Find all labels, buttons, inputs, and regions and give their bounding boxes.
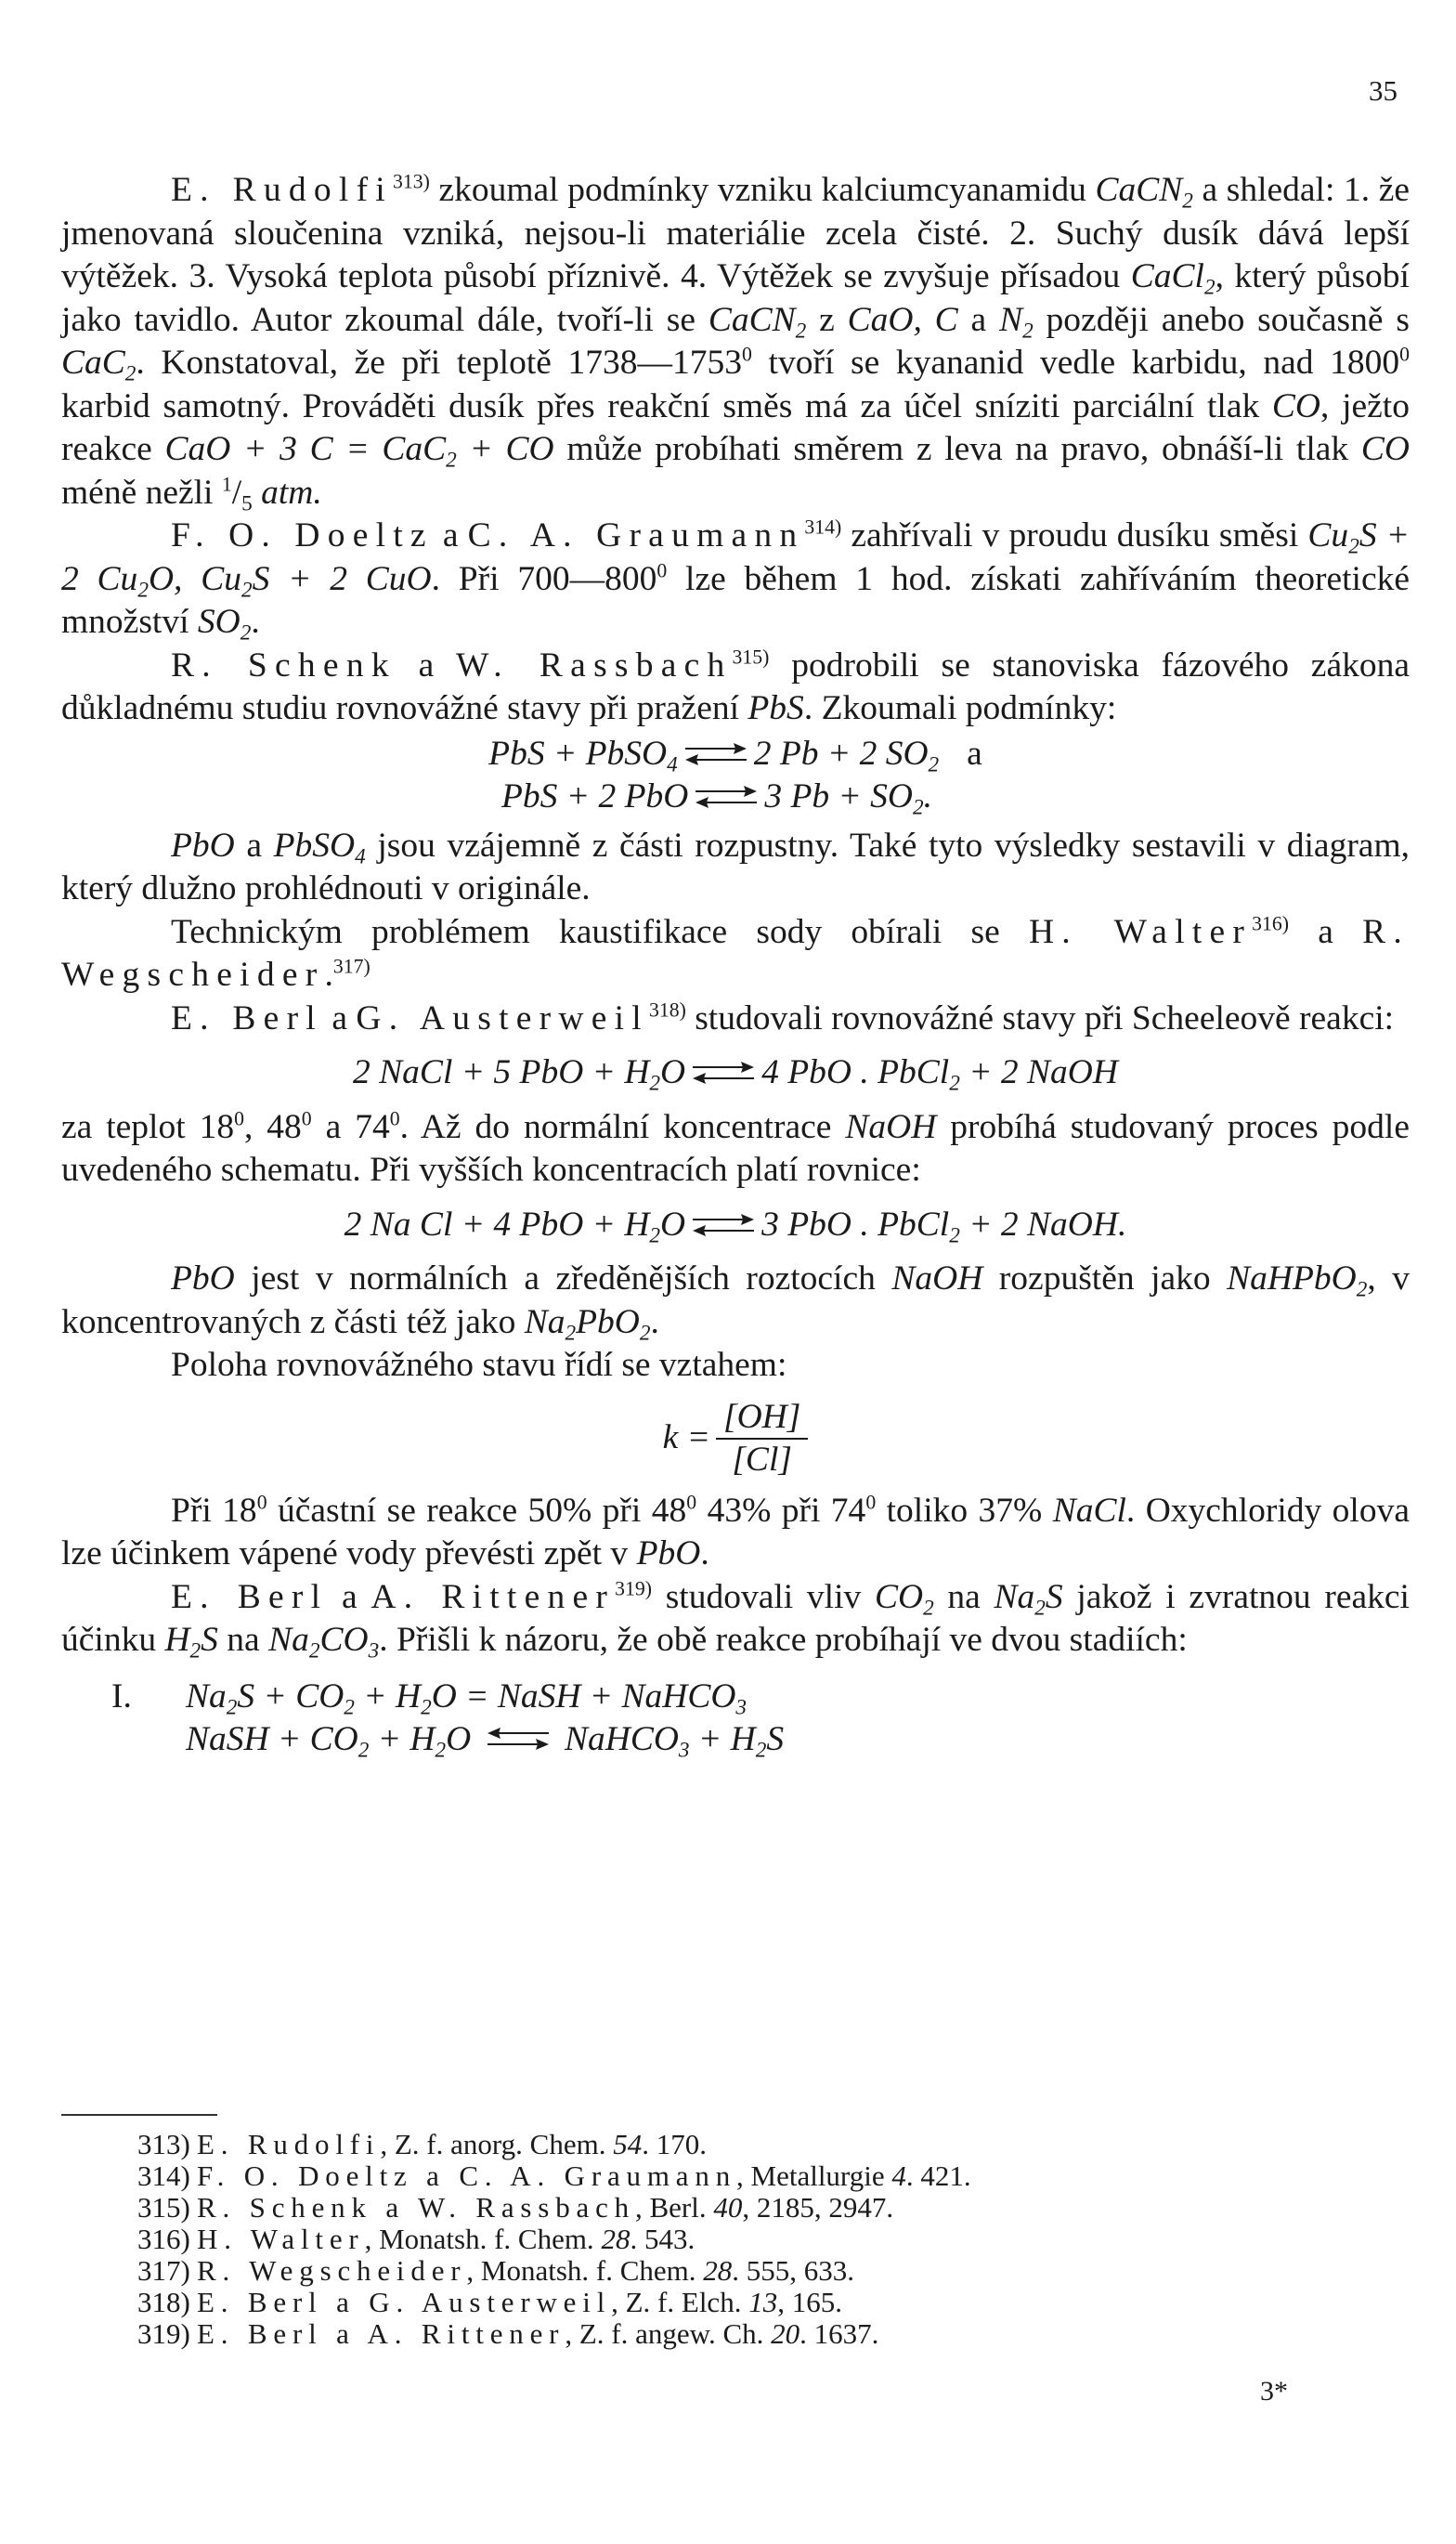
equation-rhs: 3 PbO . PbCl$_2$ + 2 NaOH. [761,1205,1127,1247]
text-run: toliko 37% [876,1491,1053,1530]
footnote-mark: 314) [137,2159,190,2192]
text-run: , v koncentrovaných z části též jako [61,1259,1410,1341]
paragraph-pbo-roztoky [61,1258,1410,1344]
text-run: a [957,300,1000,339]
equation-lhs: PbS + PbSO$_4$ [488,734,678,776]
formula: NaOH [891,1259,983,1298]
equation-3 [61,1051,1410,1095]
equation-lhs: PbS + 2 PbO [501,777,689,815]
text-run: Při 18 [171,1491,257,1530]
equilibrium-arrow-icon [694,782,759,812]
formula: $Cu_2S + 2$ $Cu_2O$, $Cu_2S + 2$ CuO [61,516,1410,602]
footnote [137,2160,1252,2192]
footnote-mark: 319) [137,2317,190,2350]
fraction-denominator: 5 [241,490,253,515]
paragraph-ucast [61,1490,1410,1576]
text-run: později anebo současně s [1033,300,1410,339]
text-run: . [324,956,333,994]
text-run: a [234,826,274,865]
paragraph-berl-austerweil [61,998,1410,1041]
formula: $Na_2CO_3$ [268,1621,380,1663]
author-name: G. Austerweil [356,998,649,1037]
text-run: a [328,1577,371,1616]
equation-5 [61,1397,1410,1481]
author-name: C. A. Graumann [467,516,805,554]
fraction [716,1397,808,1481]
footnote-author: R. Wegscheider [197,2254,467,2287]
formula: CO [1271,386,1321,425]
degree-mark: 0 [686,1491,697,1514]
footnote-source: , Z. f. anorg. Chem. [380,2128,614,2160]
equation-lhs: 2 NaCl + 5 PbO + $H_2O$ [353,1053,686,1096]
formula: CaO + 3 C = CaC$_2$ + CO [164,430,554,473]
degree-mark: 0 [389,1107,400,1130]
footnote-volume: 4 [891,2159,906,2192]
footnote [137,2224,1252,2255]
fraction-slash: / [231,473,242,512]
footnote-ref: 314) [804,515,842,539]
formula: CaCN$_2$ [1095,171,1193,214]
text-run: . [700,1534,709,1572]
footnote-pages: , 165. [777,2286,842,2318]
formula: PbSO$_4$ [273,826,366,868]
text-run: jest v normálních a zředěnějších roztocích [234,1259,892,1298]
footnote-pages: . 170. [642,2128,707,2160]
author-name: R. Wegscheider [61,912,1410,994]
footnote-source: , Monatsh. f. Chem. [364,2223,602,2255]
text-run: za teplot 18 [61,1107,235,1146]
text-run: může probíhati směrem z leva na pravo, obnáší-li tlak [553,430,1361,468]
formula: $N_2$ [999,300,1034,343]
author-name: E. Berl [171,1577,329,1616]
formula: CO [1360,430,1410,468]
degree-mark: 0 [656,559,668,582]
formula: $Na_2S$ [994,1577,1063,1620]
paragraph-teploty [61,1106,1410,1193]
text-run: , který působí jako tavidlo. Autor zkoumal dále, tvoří-li se [61,257,1410,339]
text-run: a [396,646,457,685]
paragraph-rudolfi [61,169,1410,515]
formula: CaC$_2$ [61,344,136,386]
footnote [137,2318,1252,2350]
formula: NaCl [1052,1491,1126,1530]
equation-rhs: 2 Pb + 2 $SO_2$ [753,734,940,776]
equation-lhs: k = [662,1418,710,1457]
text-run: na [217,1621,269,1659]
formula: PbO [636,1534,701,1572]
formula: PbO [171,826,235,865]
formula: PbO [171,1259,235,1298]
footnote-volume: 54 [613,2128,643,2160]
text-run: . [650,1302,659,1341]
text-run: . [251,603,260,641]
text-run: . Zkoumali podmínky: [803,689,1117,727]
footnote-pages: . 555, 633. [732,2254,855,2287]
text-run: studovali vliv [651,1577,875,1616]
formula: CaCl$_2$ [1130,257,1216,300]
text-run: . Přišli k názoru, že obě reakce probíhají ve dvou stadiích: [379,1621,1188,1659]
text-run: lze během 1 hod. získati zahříváním theoretické množství [61,559,1410,641]
degree-mark: 0 [742,343,752,366]
degree-mark: 0 [301,1107,312,1130]
equation-rhs: 3 $Pb + SO_2$. [764,777,932,820]
footnote-source: , Berl. [635,2191,714,2224]
equilibrium-arrow-icon [486,1724,551,1754]
text-run: , 48 [243,1107,302,1146]
footnote-pages: . 1637. [800,2317,879,2350]
text-run: Technickým problémem kaustifikace sody obírali se [171,912,1029,951]
footnote-ref: 319) [615,1577,652,1600]
footnote-ref: 318) [648,998,686,1022]
equation-rhs: NaHCO$_3$ + $H_2S$ [564,1720,785,1763]
text-run: zahřívali v proudu dusíku směsi [841,516,1308,554]
paragraph-pbo-pbso4 [61,825,1410,911]
formula: $H_2S$ [164,1621,218,1663]
text-run: zkoumal podmínky vzniku kalciumcyanamidu [429,171,1096,209]
paragraph-berl-rittener [61,1576,1410,1663]
author-name: F. O. Doeltz [171,516,434,554]
footnote-mark: 316) [137,2223,190,2255]
footnote-author: H. Walter [197,2223,365,2255]
text-run: a 74 [311,1107,390,1146]
text-run: na [933,1577,994,1616]
degree-mark: 0 [256,1491,267,1514]
text-run: . Až do normální koncentrace [399,1107,846,1146]
paragraph-doeltz [61,515,1410,645]
footnote-pages: , 2185, 2947. [742,2191,894,2224]
paragraph-kaustifikace [61,911,1410,998]
text-run: a [433,516,468,554]
footnote-mark: 315) [137,2191,190,2224]
formula: CaCN$_2$ [708,300,807,343]
equation-lhs: 2 Na Cl + 4 PbO + $H_2O$ [344,1205,686,1247]
footnote-ref: 317) [332,955,370,978]
equation-body: $Na_2S + CO_2 + H_2O$ = NaSH + NaHCO$_3$ [186,1676,748,1719]
footnote-volume: 40 [713,2191,743,2224]
formula: PbS [748,689,804,727]
equation-6 [61,1676,1410,1719]
footnote-volume: 20 [771,2317,800,2350]
text-run: tvoří se kyananid vedle karbidu, nad 1800 [751,344,1400,382]
paragraph-schenk [61,645,1410,731]
author-name: W. Rassbach [456,646,733,685]
footnote-mark: 317) [137,2254,190,2287]
fraction-denominator: [Cl] [732,1440,792,1479]
text-run: . Oxychloridy olova lze účinkem vápené vody převésti zpět v [61,1491,1410,1572]
paragraph-poloha: Poloha rovnovážného stavu řídí se vztahem: [171,1346,787,1384]
degree-mark: 0 [234,1107,244,1130]
author-name: A. Rittener [370,1577,616,1616]
author-name: H. Walter [1028,912,1253,951]
footnote-source: , Z. f. angew. Ch. [565,2317,772,2350]
degree-mark: 0 [1399,343,1410,366]
equation-lhs: NaSH + $CO_2 + H_2O$ [186,1720,472,1763]
text-run: méně nežli [61,473,222,512]
footnote-author: E. Berl a A. Rittener [197,2317,566,2350]
footnote-volume: 28 [703,2254,733,2287]
footnote-author: E. Berl a G. Austerweil [197,2286,612,2318]
author-name: E. Rudolfi [171,171,393,209]
text-run: účastní se reakce 50% při 48 [266,1491,687,1530]
page-number: 35 [1369,74,1398,107]
equation-7 [61,1718,1410,1762]
footnotes [137,2129,1252,2350]
formula: $Na_2PbO_2$ [524,1302,651,1345]
author-name: R. Schenk [171,646,396,685]
footnote-author: F. O. Doeltz a C. A. Graumann [197,2159,737,2192]
equation-4 [61,1204,1410,1247]
text-run: a [322,998,357,1037]
text-run: . Při 700—800 [431,559,657,598]
text-run: jsou vzájemně z části rozpustny. Také tyto výsledky sestavili v diagram, který dlužno prohlédnouti v originále. [61,826,1410,907]
footnote-pages: . 543. [630,2223,696,2255]
text-run: z [806,300,848,339]
footnote-author: E. Rudolfi [197,2128,381,2160]
footnote [137,2129,1252,2160]
text-run: karbid samotný. Prováděti dusík přes reakční směs má za účel sníziti parciální tlak [61,386,1272,425]
text-run: probíhá studovaný proces podle uvedeného schematu. Při vyšších koncentracích platí rovnice: [61,1107,1410,1189]
footnote-source: , Monatsh. f. Chem. [466,2254,704,2287]
text-run: podrobili se stanoviska fázového zákona důkladnému studiu rovnovážné stavy při pražení [61,646,1410,727]
text-run: a shledal: 1. že jmenovaná sloučenina vzniká, nejsou-li materiálie zcela čisté. 2. Suchý dusík dává lepší výtěžek. 3. Vysoká teplota působí příznivě. 4. Výtěžek se zvyšuje přísadou [61,171,1410,295]
footnote-divider [61,2114,217,2116]
equation-conjunction: a [967,734,982,773]
footnote-mark: 318) [137,2286,190,2318]
author-name: E. Berl [171,998,323,1037]
footnote [137,2192,1252,2224]
text-run: studovali rovnovážné stavy při Scheeleově reakci: [685,998,1395,1037]
formula: CaO, C [847,300,958,339]
degree-mark: 0 [865,1491,877,1514]
signature-mark: 3* [1260,2376,1288,2407]
body-text [61,169,1410,1762]
footnote-source: , Z. f. Elch. [611,2286,749,2318]
text-run: . Konstatoval, že při teplotě 1738—1753 [136,344,743,382]
text-run: rozpuštěn jako [982,1259,1228,1298]
text-run: 43% při 74 [696,1491,866,1530]
equilibrium-arrow-icon [691,1210,756,1240]
equation-label: I. [111,1676,132,1716]
footnote-volume: 28 [601,2223,630,2255]
formula: NaHPbO$_2$ [1227,1259,1368,1302]
text-run: jakož i zvratnou reakci účinku [61,1577,1410,1659]
footnote-author: R. Schenk a W. Rassbach [197,2191,635,2224]
footnote-ref: 313) [392,170,430,193]
equation-2 [24,776,1410,819]
equilibrium-arrow-icon [691,1058,756,1088]
fraction-numerator: [OH] [716,1397,808,1440]
text-run: , ježto reakce [61,386,1410,468]
formula: $CO_2$ [874,1577,934,1620]
footnote [137,2255,1252,2287]
unit: atm. [252,473,322,512]
footnote-source: , Metallurgie [736,2159,892,2192]
footnote-volume: 13 [748,2286,778,2318]
footnote [137,2287,1252,2318]
footnote-pages: . 421. [905,2159,971,2192]
footnote-mark: 313) [137,2128,190,2160]
equation-rhs: 4 PbO . PbCl$_2$ + 2 NaOH [761,1053,1118,1096]
equation-1 [61,733,1410,776]
footnote-ref: 316) [1252,912,1290,935]
formula: $SO_2$ [197,603,252,646]
fraction-numerator: 1 [221,473,232,496]
text-run: a [1289,912,1363,951]
equilibrium-arrow-icon [683,739,748,769]
formula: NaOH [845,1107,937,1146]
footnote-ref: 315) [732,646,770,669]
